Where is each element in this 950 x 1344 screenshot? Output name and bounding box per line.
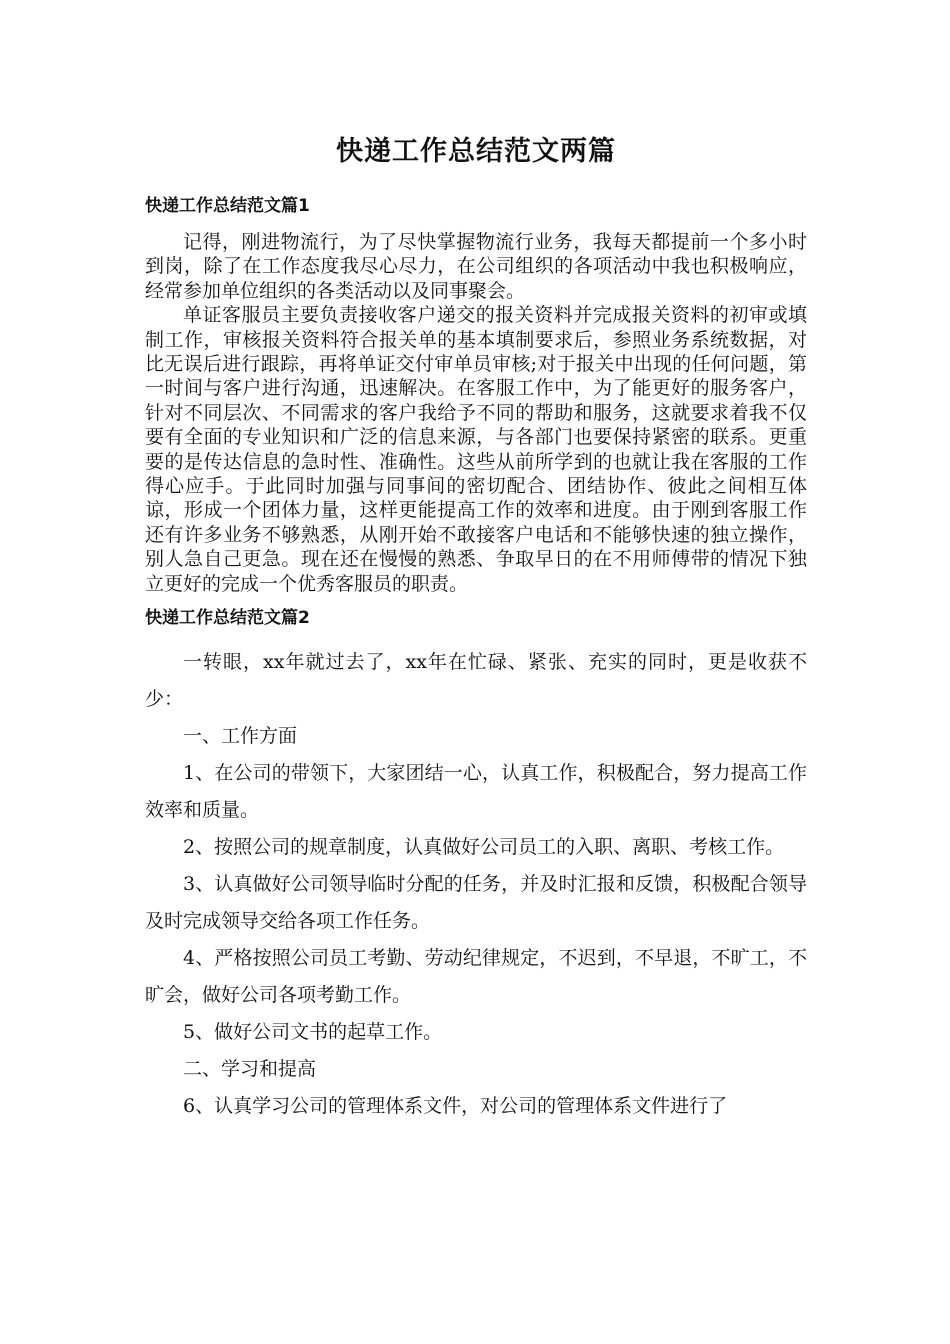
section-1-paragraph-1: 记得，刚进物流行，为了尽快掌握物流行业务，我每天都提前一个多小时到岗，除了在工作态度我尽心尽力，在公司组织的各项活动中我也积极响应，经常参加单位组织的各类活动以及同事聚会。 [145,231,807,302]
list-item: 6、认真学习公司的管理体系文件，对公司的管理体系文件进行了 [183,1095,728,1118]
document-title: 快递工作总结范文两篇 [336,136,616,167]
list-item: 4、严格按照公司员工考勤、劳动纪律规定，不迟到，不早退，不旷工，不旷会，做好公司各项考勤工作。 [145,947,807,1007]
section-1 [145,194,807,596]
section-2-intro: 一转眼，xx年就过去了，xx年在忙碌、紧张、充实的同时，更是收获不少： [145,651,807,711]
document-page [145,128,807,1125]
list-item: 3、认真做好公司领导临时分配的任务，并及时汇报和反馈，积极配合领导及时完成领导交给各项工作任务。 [145,873,807,933]
part-2-heading: 二、学习和提高 [183,1058,317,1081]
section-2 [145,606,807,1125]
part-1-heading: 一、工作方面 [183,725,298,748]
section-1-heading: 快递工作总结范文篇1 [145,196,310,216]
section-1-paragraph-2: 单证客服员主要负责接收客户递交的报关资料并完成报关资料的初审或填制工作，审核报关资料符合报关单的基本填制要求后，参照业务系统数据，对比无误后进行跟踪，再将单证交付审单员审核;对于报关中出现的任何问题，第一时间与客户进行沟通，迅速解决。在客服工作中，为了能更好的服务客户，针对不同层次、不同需求的客户我给予不同的帮助和服务，这就要求着我不仅要有全面的专业知识和广泛的信息来源，与各部门也要保持紧密的联系。更重要的是传达信息的急时性、准确性。这些从前所学到的也就让我在客服的工作得心应手。于此同时加强与同事间的密切配合、团结协作、彼此之间相互体谅，形成一个团体力量，这样更能提高工作的效率和进度。由于刚到客服工作还有许多业务不够熟悉，从刚开始不敢接客户电话和不能够快速的独立操作，别人急自己更急。现在还在慢慢的熟悉、争取早日的在不用师傅带的情况下独立更好的完成一个优秀客服员的职责。 [145,304,807,595]
list-item: 5、做好公司文书的起草工作。 [183,1021,443,1044]
list-item: 2、按照公司的规章制度，认真做好公司员工的入职、离职、考核工作。 [183,836,785,859]
section-2-heading: 快递工作总结范文篇2 [145,608,310,629]
list-item: 1、在公司的带领下，大家团结一心，认真工作，积极配合，努力提高工作效率和质量。 [145,762,807,822]
